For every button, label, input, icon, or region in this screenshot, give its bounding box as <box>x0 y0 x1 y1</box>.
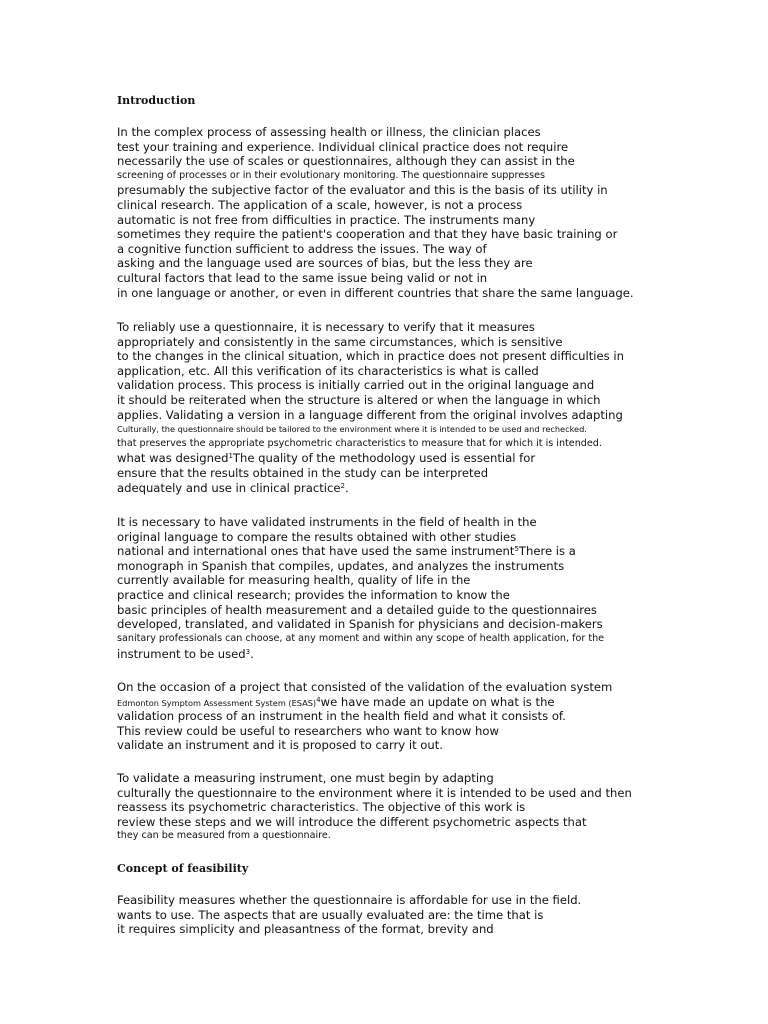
paragraph-2 <box>117 320 624 495</box>
p4-line: validation process of an instrument in the health field and what it consists of. <box>117 709 566 724</box>
p2-line: applies. Validating a version in a language different from the original involves adapting <box>117 407 623 422</box>
p2-text: adequately and use in clinical practice <box>117 480 341 495</box>
p5-line: reassess its psychometric characteristics. The objective of this work is <box>117 800 526 815</box>
p2-line: that preserves the appropriate psychometric characteristics to measure that for which it is intended. <box>117 437 602 449</box>
p3-line: monograph in Spanish that compiles, updates, and analyzes the instruments <box>117 558 565 573</box>
reference-5: 5 <box>514 545 519 554</box>
reference-3: 3 <box>245 648 251 657</box>
p3-line: developed, translated, and validated in Spanish for physicians and decision-makers <box>117 617 603 632</box>
reference-2: 2 <box>340 481 345 490</box>
p1-line: test your training and experience. Individual clinical practice does not require <box>117 139 569 154</box>
p3-text: There is a <box>518 544 576 559</box>
p5-line: review these steps and we will introduce the different psychometric aspects that <box>117 814 587 829</box>
reference-4: 4 <box>316 695 321 704</box>
paragraph-6 <box>117 893 581 937</box>
p2-line <box>117 481 624 496</box>
p1-line: clinical research. The application of a scale, however, is not a process <box>117 197 523 212</box>
p2-text: . <box>344 480 349 495</box>
p4-line: This review could be useful to researchers who want to know how <box>117 723 499 738</box>
p3-line: currently available for measuring health, quality of life in the <box>117 573 471 588</box>
p5-line: they can be measured from a questionnaire. <box>117 830 331 842</box>
p4-text: we have made an update on what is the <box>320 694 555 709</box>
p2-line: validation process. This process is initially carried out in the original language and <box>117 378 595 393</box>
p3-line: basic principles of health measurement and a detailed guide to the questionnaires <box>117 602 597 617</box>
p2-line <box>117 451 624 466</box>
p5-line: culturally the questionnaire to the environment where it is intended to be used and then <box>117 785 632 800</box>
paragraph-4 <box>117 680 612 753</box>
p1-line: necessarily the use of scales or questionnaires, although they can assist in the <box>117 154 575 169</box>
p4-line: validate an instrument and it is proposed to carry it out. <box>117 738 443 753</box>
p4-line <box>117 695 612 710</box>
p1-line: automatic is not free from difficulties in practice. The instruments many <box>117 212 536 227</box>
p1-line: cultural factors that lead to the same issue being valid or not in <box>117 270 488 285</box>
p2-text: The quality of the methodology used is essential for <box>232 451 536 466</box>
p2-line: to the changes in the clinical situation, which in practice does not present difficulties in <box>117 349 624 364</box>
p2-line: it should be reiterated when the structure is altered or when the language in which <box>117 392 601 407</box>
p4-line: On the occasion of a project that consisted of the validation of the evaluation system <box>117 680 613 694</box>
paragraph-5 <box>117 771 632 844</box>
p1-line: sometimes they require the patient's cooperation and that they have basic training or <box>117 227 618 242</box>
p3-line: practice and clinical research; provides the information to know the <box>117 587 510 602</box>
p1-line: a cognitive function sufficient to address the issues. The way of <box>117 241 487 256</box>
p1-line: in one language or another, or even in different countries that share the same language. <box>117 285 634 300</box>
p1-line: presumably the subjective factor of the evaluator and this is the basis of its utility in <box>117 183 608 198</box>
p2-line: ensure that the results obtained in the study can be interpreted <box>117 465 489 480</box>
p4-text: Edmonton Symptom Assessment System (ESAS) <box>117 697 317 708</box>
p6-line: it requires simplicity and pleasantness of the format, brevity and <box>117 922 494 937</box>
p3-text: national and international ones that have used the same instrument <box>117 544 515 559</box>
p3-line: It is necessary to have validated instruments in the field of health in the <box>117 515 537 529</box>
p2-text: what was designed <box>117 451 229 466</box>
p3-line <box>117 646 604 662</box>
p3-text: . <box>250 647 254 662</box>
p3-line: sanitary professionals can choose, at any moment and within any scope of health application, for the <box>117 632 605 644</box>
p3-line <box>117 544 604 559</box>
p2-line: To reliably use a questionnaire, it is necessary to verify that it measures <box>117 320 535 334</box>
p2-line: application, etc. All this verification of its characteristics is what is called <box>117 363 539 378</box>
p1-line: screening of processes or in their evolutionary monitoring. The questionnaire suppresses <box>117 169 545 181</box>
heading-introduction: Introduction <box>117 94 196 107</box>
p6-line: wants to use. The aspects that are usually evaluated are: the time that is <box>117 907 544 922</box>
p3-text: instrument to be used <box>117 647 246 662</box>
p5-line: To validate a measuring instrument, one must begin by adapting <box>117 771 494 785</box>
p2-line: Culturally, the questionnaire should be tailored to the environment where it is intended to be used and rechecked. <box>117 424 587 435</box>
paragraph-3 <box>117 515 604 662</box>
heading-feasibility: Concept of feasibility <box>117 862 249 875</box>
p1-line: asking and the language used are sources of bias, but the less they are <box>117 256 533 271</box>
p3-line: original language to compare the results obtained with other studies <box>117 529 517 544</box>
paragraph-1 <box>117 125 634 300</box>
p2-line: appropriately and consistently in the same circumstances, which is sensitive <box>117 334 563 349</box>
p1-line: In the complex process of assessing health or illness, the clinician places <box>117 125 541 139</box>
p6-line: Feasibility measures whether the questionnaire is affordable for use in the field. <box>117 893 582 907</box>
reference-1: 1 <box>228 452 233 461</box>
